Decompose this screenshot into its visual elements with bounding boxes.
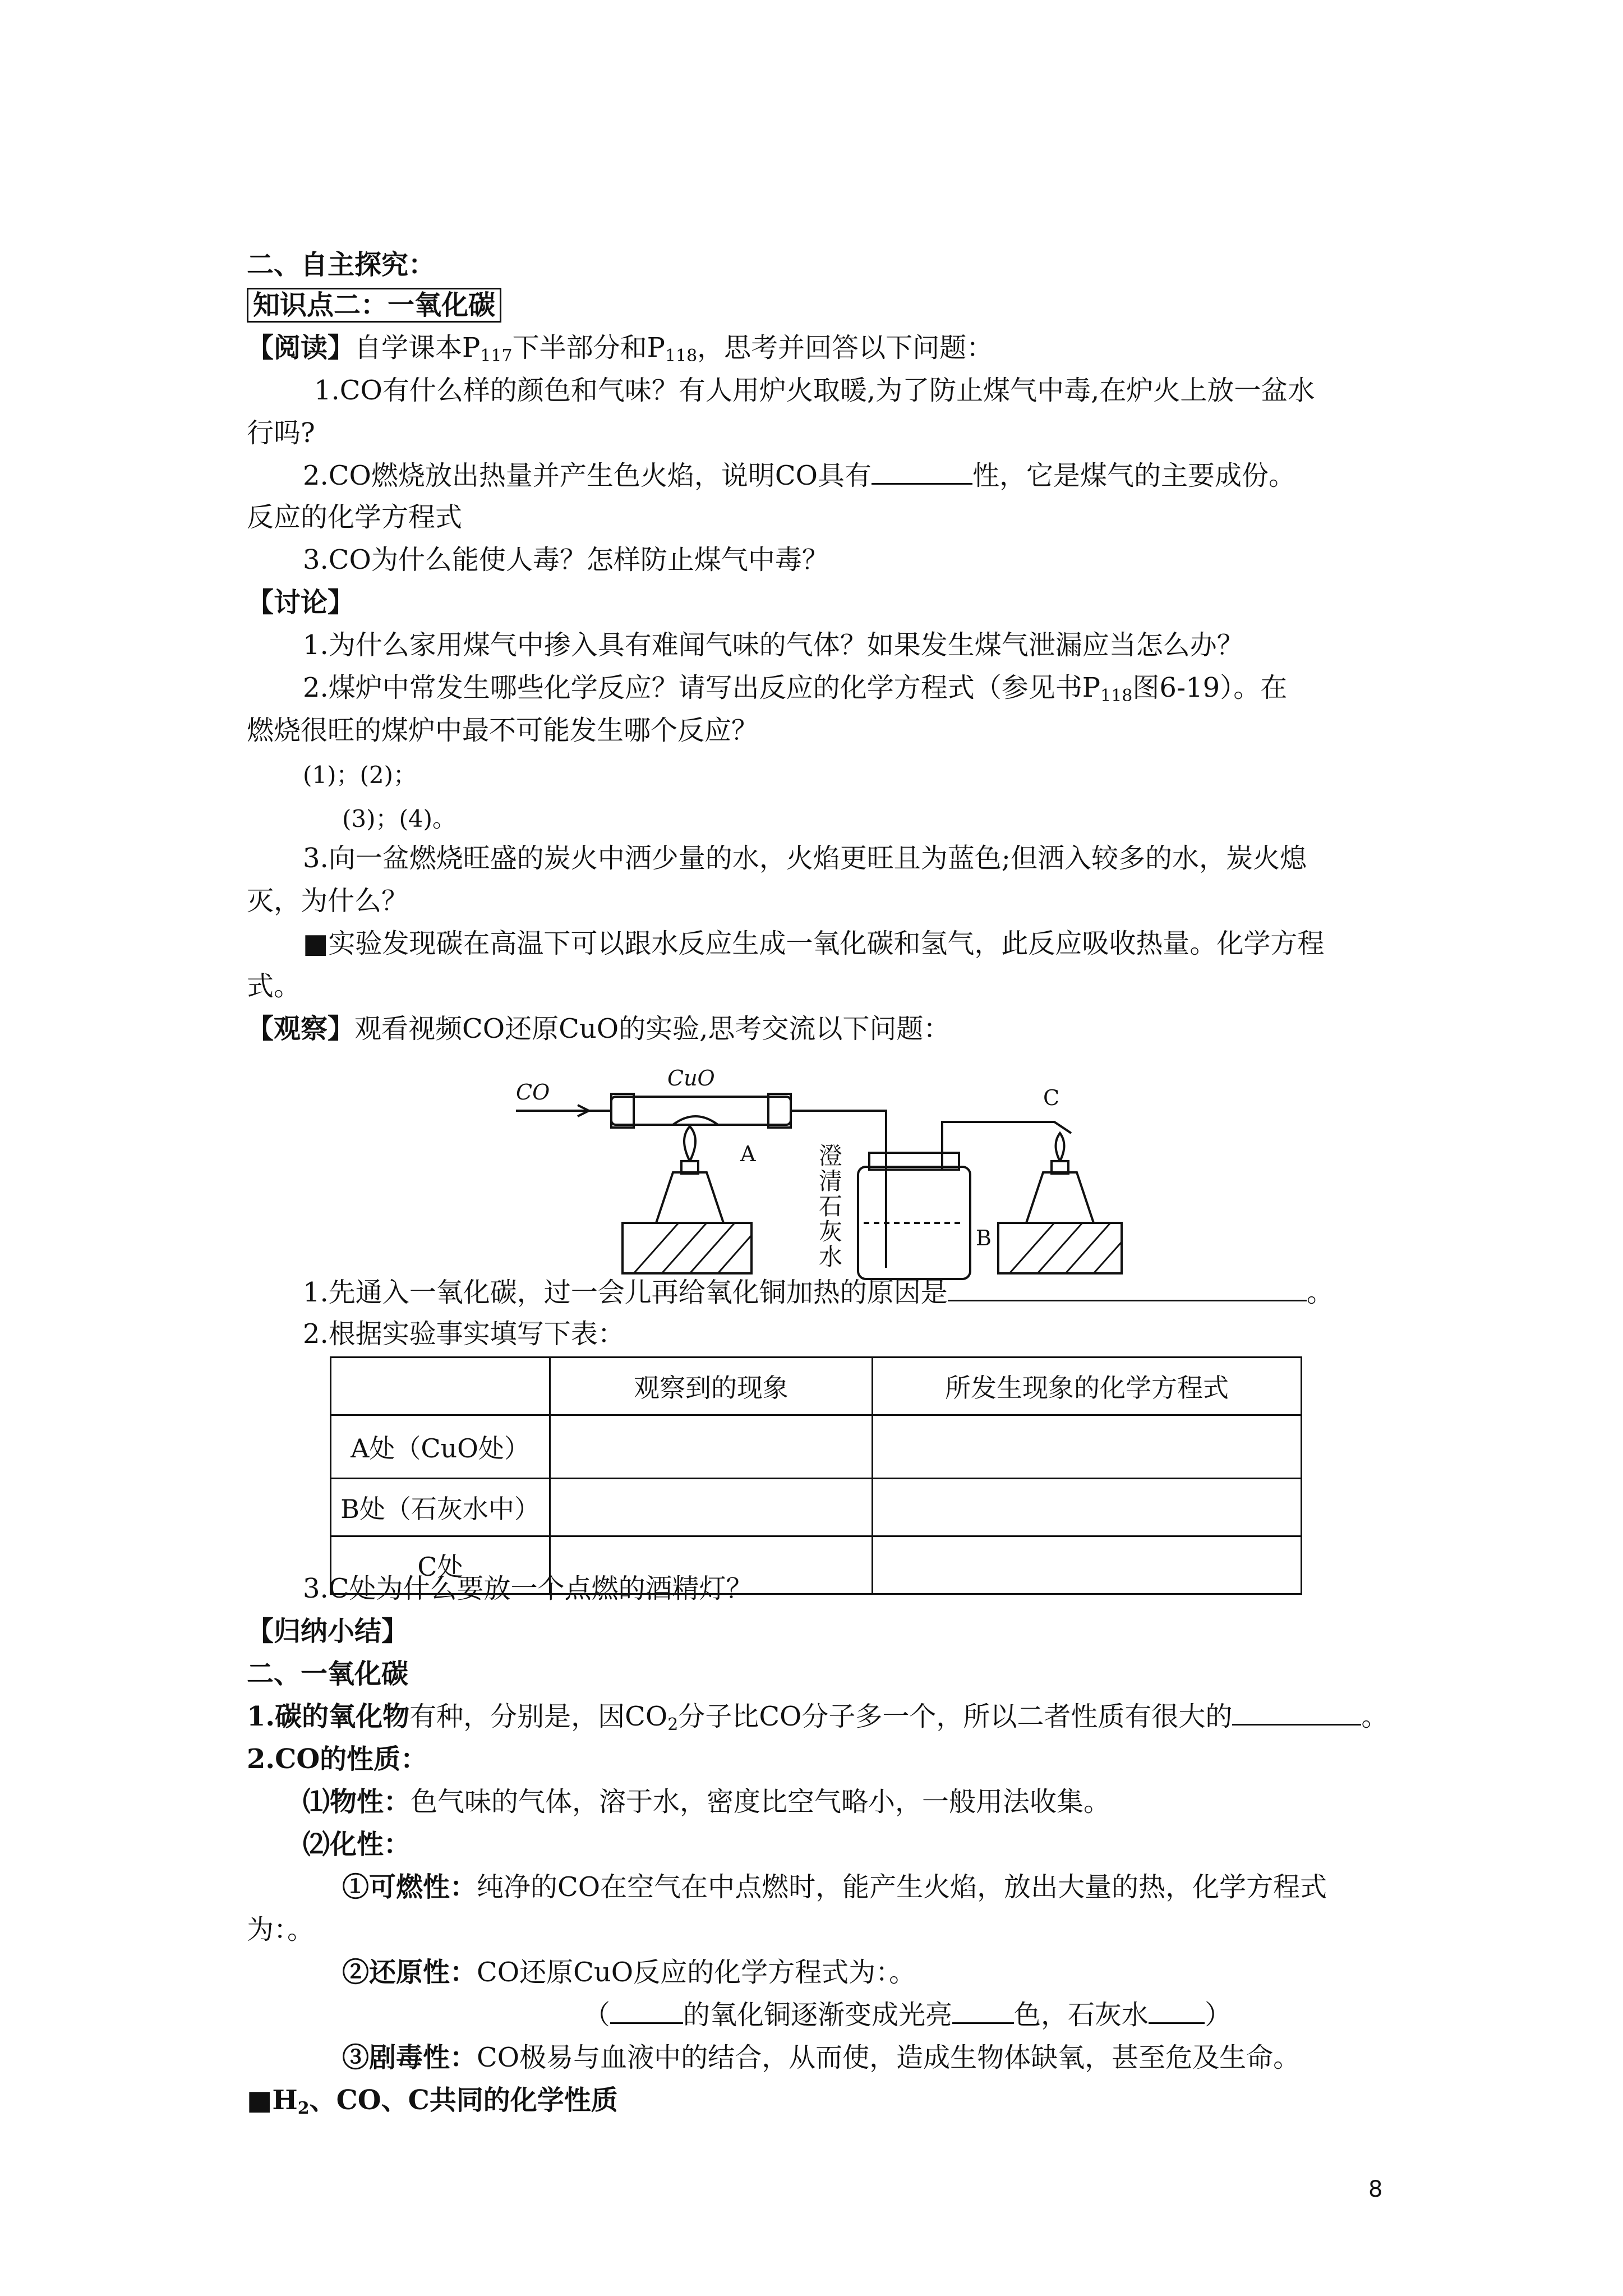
section-heading: 二、自主探究：: [247, 249, 436, 280]
discuss-1: 1.为什么家用煤气中掺入具有难闻气味的气体？如果发生煤气泄漏应当怎么办？: [303, 629, 1244, 661]
s2-2-1-bold: ①可燃性：: [342, 1871, 477, 1903]
alcohol-lamp-a: [656, 1172, 723, 1223]
table-header-row: [331, 1358, 1302, 1415]
kp-title-box: 知识点二：一氧化碳: [247, 288, 501, 323]
observe-q1: [303, 1274, 1334, 1310]
cell-b-phenomena[interactable]: [550, 1479, 873, 1536]
discuss-2-answers-1: (1)；(2)；: [303, 761, 417, 789]
toxicity-line: [342, 2040, 1300, 2076]
s1-blank: [1232, 1699, 1361, 1726]
table-row: [331, 1415, 1302, 1479]
paren-open: （: [583, 1999, 611, 2031]
fig-limewater-char-2: 清: [819, 1167, 843, 1195]
s2-2-3-bold: ③剧毒性：: [342, 2042, 477, 2073]
fig-limewater-char-1: 澄: [819, 1142, 843, 1170]
fig-label-c: C: [1043, 1085, 1060, 1110]
chemical-property: ⑵化性：: [303, 1829, 411, 1860]
s2-1-text: 色气味的气体，溶于水，密度比空气略小，一般用法收集。: [411, 1786, 1111, 1818]
fig-label-cuo: CuO: [667, 1066, 715, 1091]
summary-item-2: 2.CO的性质：: [247, 1743, 428, 1775]
discuss-2-line2: 燃烧很旺的煤炉中最不可能发生哪个反应？: [247, 715, 759, 746]
discuss-tag: 【讨论】: [247, 587, 355, 618]
co-reduction-apparatus-diagram: [505, 1055, 1144, 1296]
fig-limewater-char-4: 灰: [819, 1218, 843, 1245]
blank-limewater: [1149, 1998, 1205, 2024]
final-b: 、CO、C共同的化学性质: [309, 2085, 618, 2116]
s2-2-1-text: 纯净的CO在空气在中点燃时，能产生火焰，放出大量的热，化学方程式: [477, 1871, 1327, 1903]
row-label-b: B处（石灰水中）: [331, 1479, 550, 1536]
discuss-2-answers-2: (3)；(4)。: [342, 805, 456, 832]
table-header-phenomena: 观察到的现象: [550, 1358, 873, 1415]
table-header-equation: 所发生现象的化学方程式: [873, 1358, 1302, 1415]
summary-tag: 【归纳小结】: [247, 1616, 409, 1647]
q2-pre: 2.CO燃烧放出热量并产生色火焰，说明CO具有: [303, 460, 872, 491]
table-row: [331, 1479, 1302, 1536]
fig-label-a: A: [740, 1142, 756, 1166]
tube-stopper-right: [768, 1094, 791, 1128]
blank-color-1: [610, 1998, 683, 2024]
flame-a: [684, 1126, 695, 1161]
s2-2-2-text: CO还原CuO反应的化学方程式为：。: [477, 1957, 916, 1988]
s1-a: 有种，分别是，因CO: [409, 1701, 668, 1732]
o1-blank: [948, 1275, 1307, 1301]
cell-a-equation[interactable]: [873, 1415, 1302, 1479]
q2-blank: [872, 458, 972, 485]
lamp-a-stand: [623, 1223, 751, 1273]
read-tail: ，思考并回答以下问题：: [697, 332, 994, 364]
paren-close: ）: [1205, 1999, 1232, 2031]
note-line2: 式。: [247, 970, 301, 1002]
o1-end: 。: [1306, 1277, 1334, 1308]
read-intro: 自学课本P: [354, 332, 481, 364]
read-mid: 下半部分和P: [512, 332, 665, 364]
read-tag: 【阅读】: [247, 332, 355, 364]
question-1-line1: 1.CO有什么样的颜色和气味？有人用炉火取暖,为了防止煤气中毒,在炉火上放一盆水: [314, 375, 1315, 406]
discuss-2-line1: [303, 670, 1287, 714]
reducibility-line: [342, 1954, 916, 1990]
question-2-line1: [303, 458, 1295, 494]
question-3: 3.CO为什么能使人毒？怎样防止煤气中毒？: [303, 544, 829, 576]
observe-text: 观看视频CO还原CuO的实验,思考交流以下问题：: [354, 1013, 951, 1045]
d2-page-sub: 118: [1100, 686, 1133, 706]
d2-post: 图6-19）。在: [1132, 672, 1288, 703]
fig-label-co: CO: [516, 1080, 550, 1105]
q2-post: 性，它是煤气的主要成份。: [972, 460, 1295, 491]
discuss-3-line1: 3.向一盆燃烧旺盛的炭火中洒少量的水，火焰更旺且为蓝色;但洒入较多的水，炭火熄: [303, 843, 1307, 874]
s1-b: 分子比CO分子多一个，所以二者性质有很大的: [678, 1701, 1233, 1732]
page-ref-118: 118: [665, 346, 698, 366]
read-instruction: [247, 330, 993, 374]
discuss-3-line2: 灭，为什么？: [247, 885, 409, 917]
page-ref-117: 117: [480, 346, 513, 366]
cell-c-equation[interactable]: [873, 1536, 1302, 1594]
observation-table: [330, 1356, 1302, 1595]
table-header-blank: [331, 1358, 550, 1415]
final-heading: [247, 2082, 618, 2127]
cuo-powder: [673, 1116, 718, 1125]
summary-heading: 二、一氧化碳: [247, 1658, 409, 1690]
blank-color-2: [952, 1998, 1014, 2024]
fig-limewater-char-3: 石: [819, 1193, 843, 1220]
row-label-a: A处（CuO处）: [331, 1415, 550, 1479]
flame-c: [1056, 1133, 1064, 1161]
question-2-line2: 反应的化学方程式: [247, 501, 463, 533]
physical-property: [303, 1784, 1110, 1820]
final-sub: 2: [297, 2099, 310, 2118]
flammability-line1: [342, 1869, 1327, 1905]
flammability-line2: 为：。: [247, 1914, 315, 1945]
s2-2-3-text: CO极易与血液中的结合，从而使，造成生物体缺氧，甚至危及生命。: [477, 2042, 1301, 2073]
question-1-line2: 行吗?: [247, 417, 315, 449]
paren-mid1: 的氧化铜逐渐变成光亮: [683, 1999, 953, 2031]
s2-1-bold: ⑴物性：: [303, 1786, 411, 1818]
final-a: ■H: [247, 2085, 298, 2116]
fig-label-b: B: [976, 1226, 992, 1250]
o1-text: 1.先通入一氧化碳，过一会儿再给氧化铜加热的原因是: [303, 1277, 948, 1308]
note-line1: ■实验发现碳在高温下可以跟水反应生成一氧化碳和氢气，此反应吸收热量。化学方程: [303, 928, 1325, 959]
tube-stopper-left: [611, 1094, 634, 1128]
reducibility-observation: [583, 1997, 1232, 2033]
fig-limewater-char-5: 水: [819, 1243, 843, 1271]
page-number: 8: [1368, 2177, 1383, 2202]
s1-sub: 2: [667, 1715, 679, 1734]
d2-pre: 2.煤炉中常发生哪些化学反应？请写出反应的化学方程式（参见书P: [303, 672, 1101, 703]
observe-q2: 2.根据实验事实填写下表：: [303, 1318, 625, 1350]
row-label-c: C处: [331, 1536, 550, 1594]
s2-2-2-bold: ②还原性：: [342, 1957, 477, 1988]
s1-end: 。: [1361, 1701, 1389, 1732]
paren-mid2: 色，石灰水: [1014, 1999, 1149, 2031]
combustion-tube: [611, 1097, 791, 1125]
observe-line: [247, 1011, 950, 1047]
s1-bold: 1.碳的氧化物: [247, 1701, 410, 1732]
knowledge-point-title: [247, 287, 501, 323]
cell-b-equation[interactable]: [873, 1479, 1302, 1536]
summary-item-1: [247, 1699, 1388, 1743]
observe-q3: 3.C处为什么要放一个点燃的酒精灯？: [303, 1573, 753, 1604]
alcohol-lamp-c: [1026, 1172, 1094, 1223]
cell-a-phenomena[interactable]: [550, 1415, 873, 1479]
observe-tag: 【观察】: [247, 1013, 355, 1045]
